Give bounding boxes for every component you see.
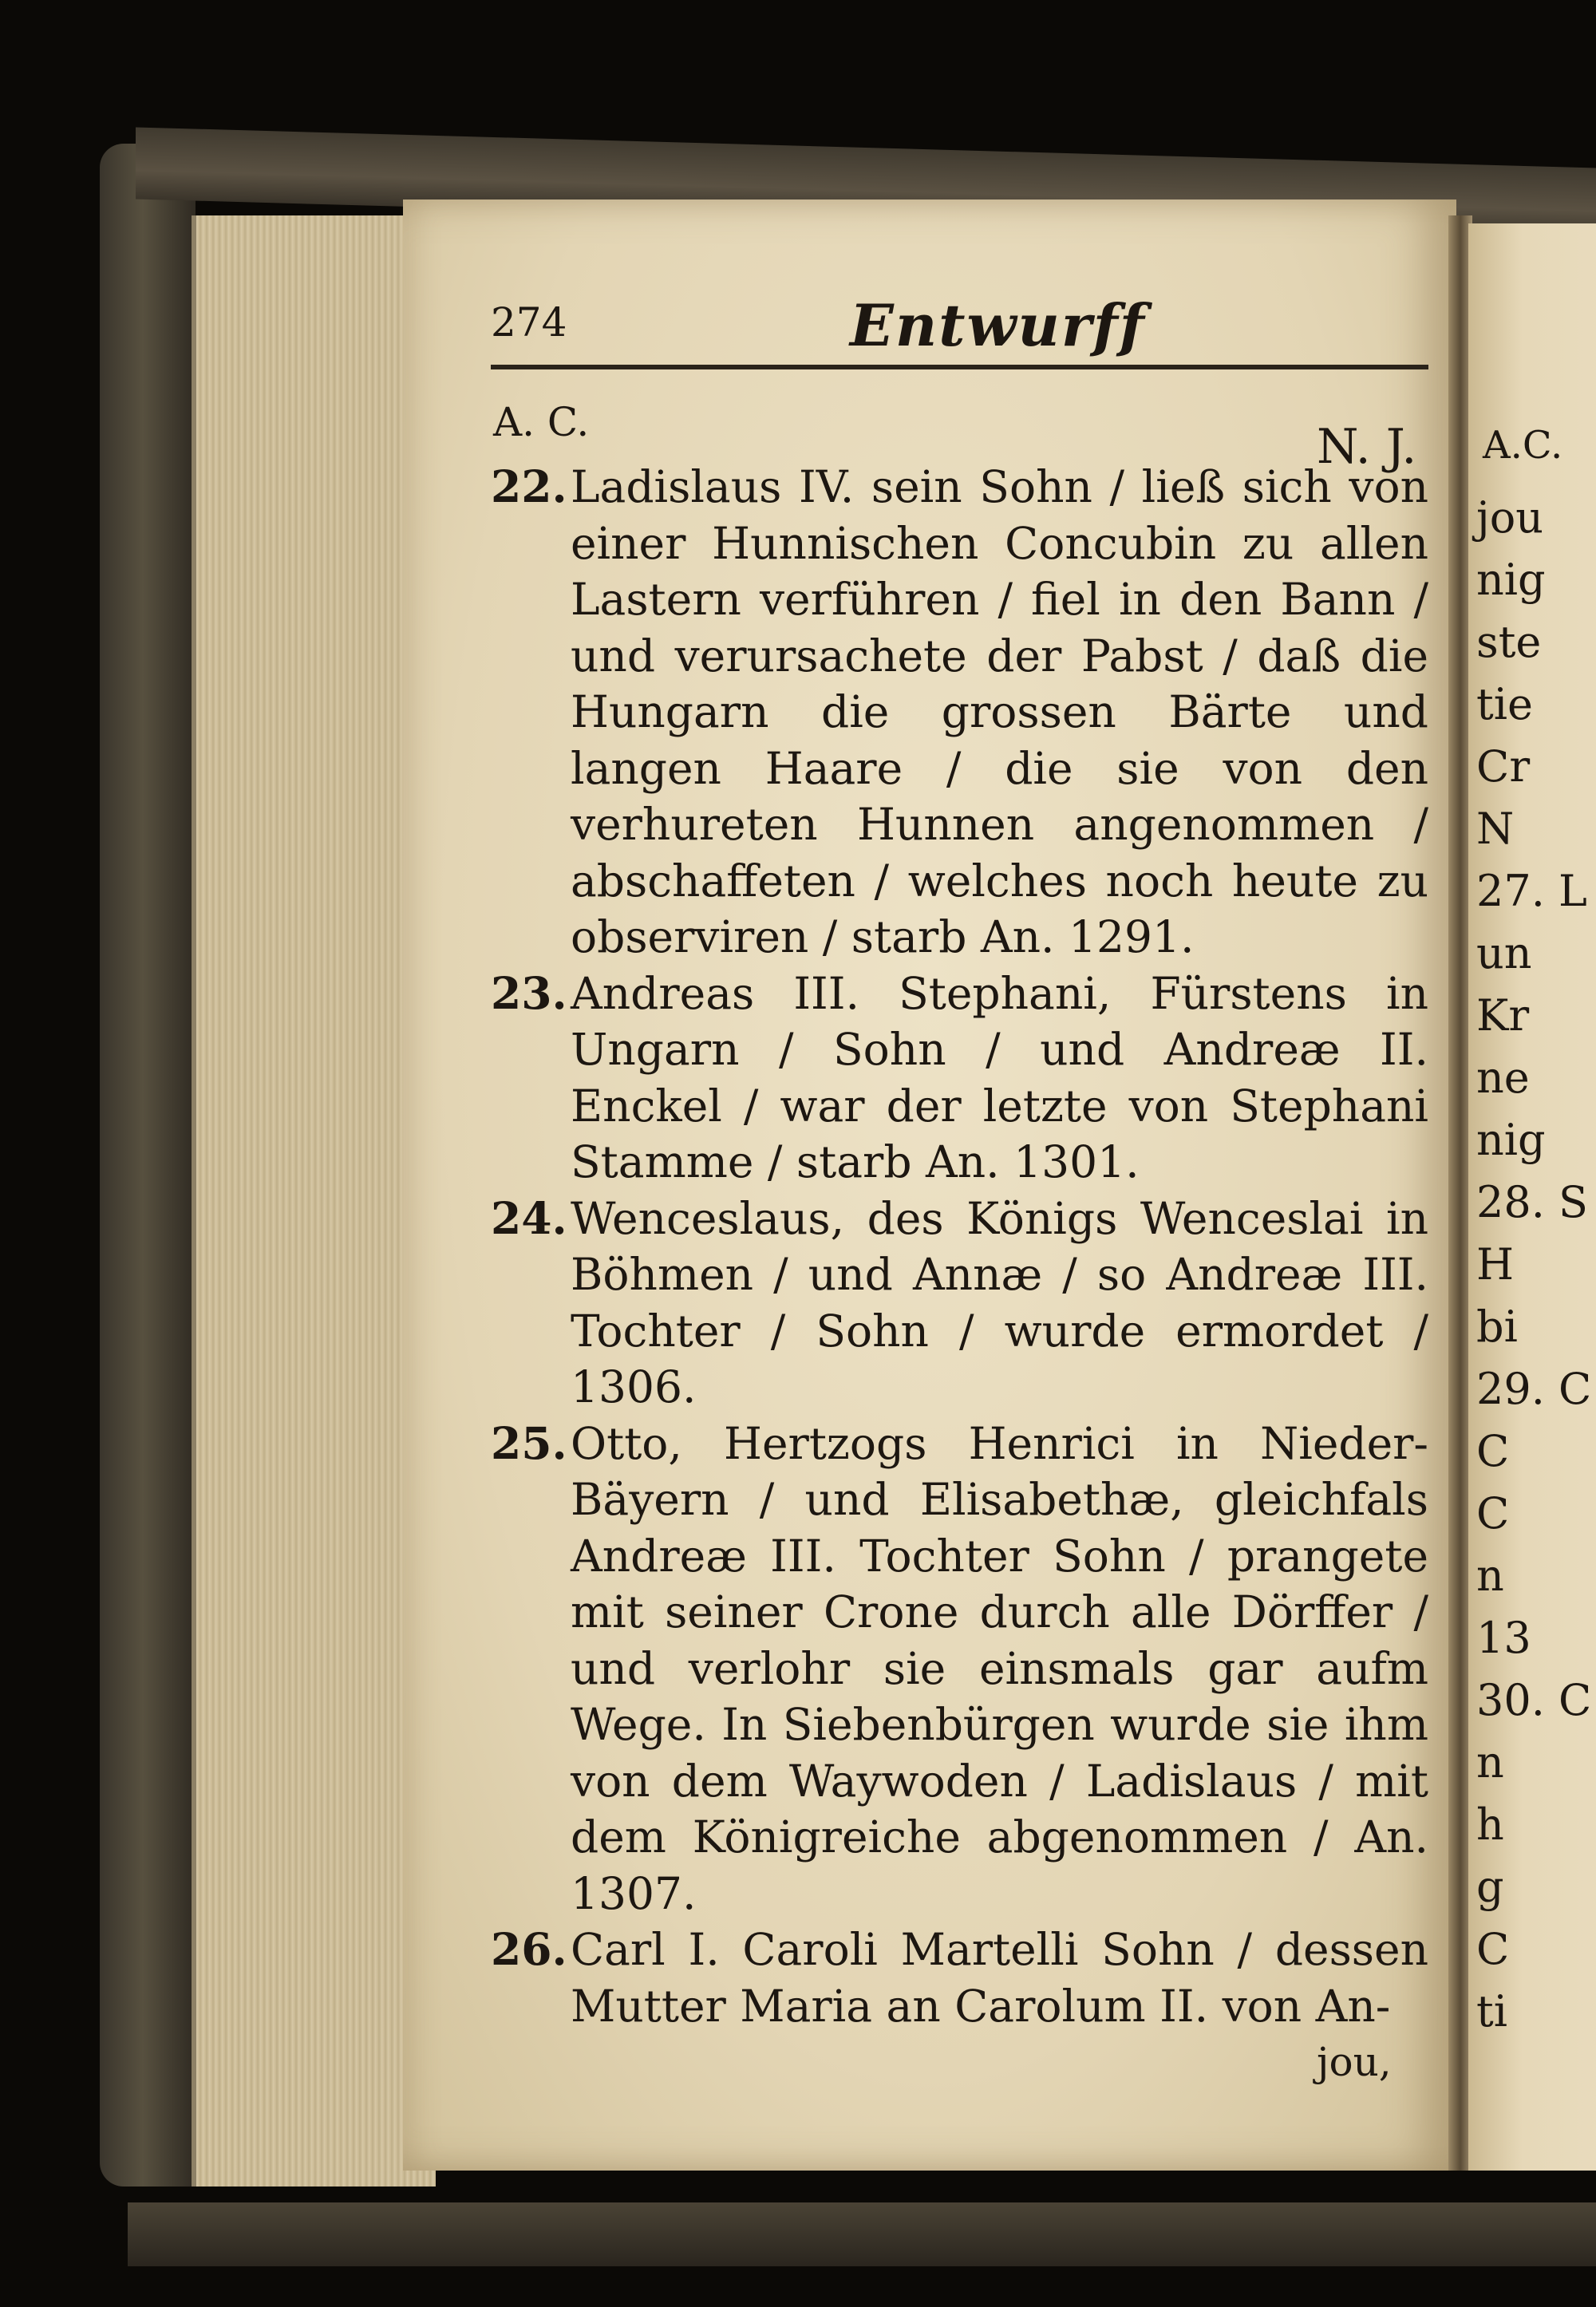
right-page-fragment-line: n [1476, 1551, 1504, 1601]
right-page-fragments [1476, 487, 1596, 2043]
entry-text: Ladislaus IV. sein Sohn / ließ sich von einer Hunnischen Concubin zu allen Lastern verführen / fiel in den Bann / und verursachete der Pabst / daß die Hungarn die grossen Bärte und langen Haare / die sie von den verhureten Hunnen angenommen / abschaffeten / welches noch heute zu observiren / starb An. 1291. [571, 461, 1428, 962]
right-page-fragment-line: g [1476, 1862, 1504, 1912]
book-cover-spine [100, 144, 196, 2187]
entry [491, 1922, 1428, 2034]
right-page-fragment-line: n [1476, 1737, 1504, 1788]
page-block-edges [192, 215, 436, 2187]
right-page-fragment-line: jou [1476, 492, 1544, 543]
page-number: 274 [491, 299, 567, 346]
right-page-fragment-line: un [1476, 928, 1532, 978]
right-page-fragment-line: N [1476, 804, 1515, 854]
entry-number: 26. [491, 1923, 567, 1975]
right-page-fragment-line: 29. C [1476, 1364, 1592, 1414]
entry-number: 25. [491, 1416, 567, 1469]
entry-list [491, 459, 1428, 2034]
right-page-fragment-line: nig [1476, 1115, 1546, 1165]
entry-number: 23. [491, 966, 567, 1019]
entry-number: 22. [491, 460, 567, 512]
right-page-fragment-line: ne [1476, 1053, 1530, 1103]
column-label-right: N. J. [1317, 419, 1417, 475]
entry-number: 24. [491, 1191, 567, 1244]
right-page-fragment-line: ti [1476, 1986, 1507, 2036]
right-page-fragment-line: H [1476, 1239, 1515, 1290]
right-column-label: A.C. [1483, 423, 1563, 468]
right-page-fragment-line: 30. C [1476, 1675, 1592, 1725]
running-head: Entwurff [850, 291, 1146, 359]
right-page-fragment-line: 13 [1476, 1613, 1531, 1663]
entry [491, 459, 1428, 966]
right-page-fragment-line: ste [1476, 617, 1542, 667]
entry [491, 966, 1428, 1191]
entry [491, 1416, 1428, 1922]
book-cover-bottom-edge [128, 2202, 1596, 2266]
right-page-fragment-line: h [1476, 1799, 1504, 1850]
entry [491, 1191, 1428, 1416]
right-page-fragment-line: 28. S [1476, 1177, 1589, 1227]
entry-text: Andreas III. Stephani, Fürstens in Ungarn / Sohn / und Andreæ II. Enckel / war der letzte von Stephani Stamme / starb An. 1301. [571, 967, 1428, 1187]
right-page-fragment-line: bi [1476, 1302, 1518, 1352]
catchword: jou, [1317, 2039, 1392, 2085]
page-header [491, 291, 1428, 379]
entry-text: Wenceslaus, des Königs Wenceslai in Böhmen / und Annæ / so Andreæ III. Tochter / Sohn / wurde ermordet / 1306. [571, 1192, 1428, 1412]
header-rule [491, 365, 1428, 369]
entry-text: Carl I. Caroli Martelli Sohn / dessen Mutter Maria an Carolum II. von An- [571, 1924, 1428, 2032]
right-page-fragment-line: nig [1476, 555, 1546, 605]
right-page-fragment-line: Kr [1476, 990, 1530, 1041]
column-label-left: A. C. [493, 399, 590, 445]
right-page-fragment-line: C [1476, 1488, 1510, 1539]
right-page-fragment-line: Cr [1476, 741, 1531, 792]
entry-text: Otto, Hertzogs Henrici in Nieder-Bäyern / und Elisabethæ, gleichfals Andreæ III. Tochter Sohn / prangete mit seiner Crone durch alle Dörffer / und verlohr sie einsmals gar aufm Wege. In Siebenbürgen wurde sie ihm von dem Waywoden / Ladislaus / mit dem Königreiche abgenommen / An. 1307. [571, 1417, 1428, 1919]
right-page-fragment-line: tie [1476, 679, 1533, 729]
right-page-fragment-line: C [1476, 1426, 1510, 1476]
right-page [1468, 223, 1596, 2171]
right-page-fragment-line: 27. L [1476, 866, 1587, 916]
right-page-fragment-line: C [1476, 1924, 1510, 1974]
